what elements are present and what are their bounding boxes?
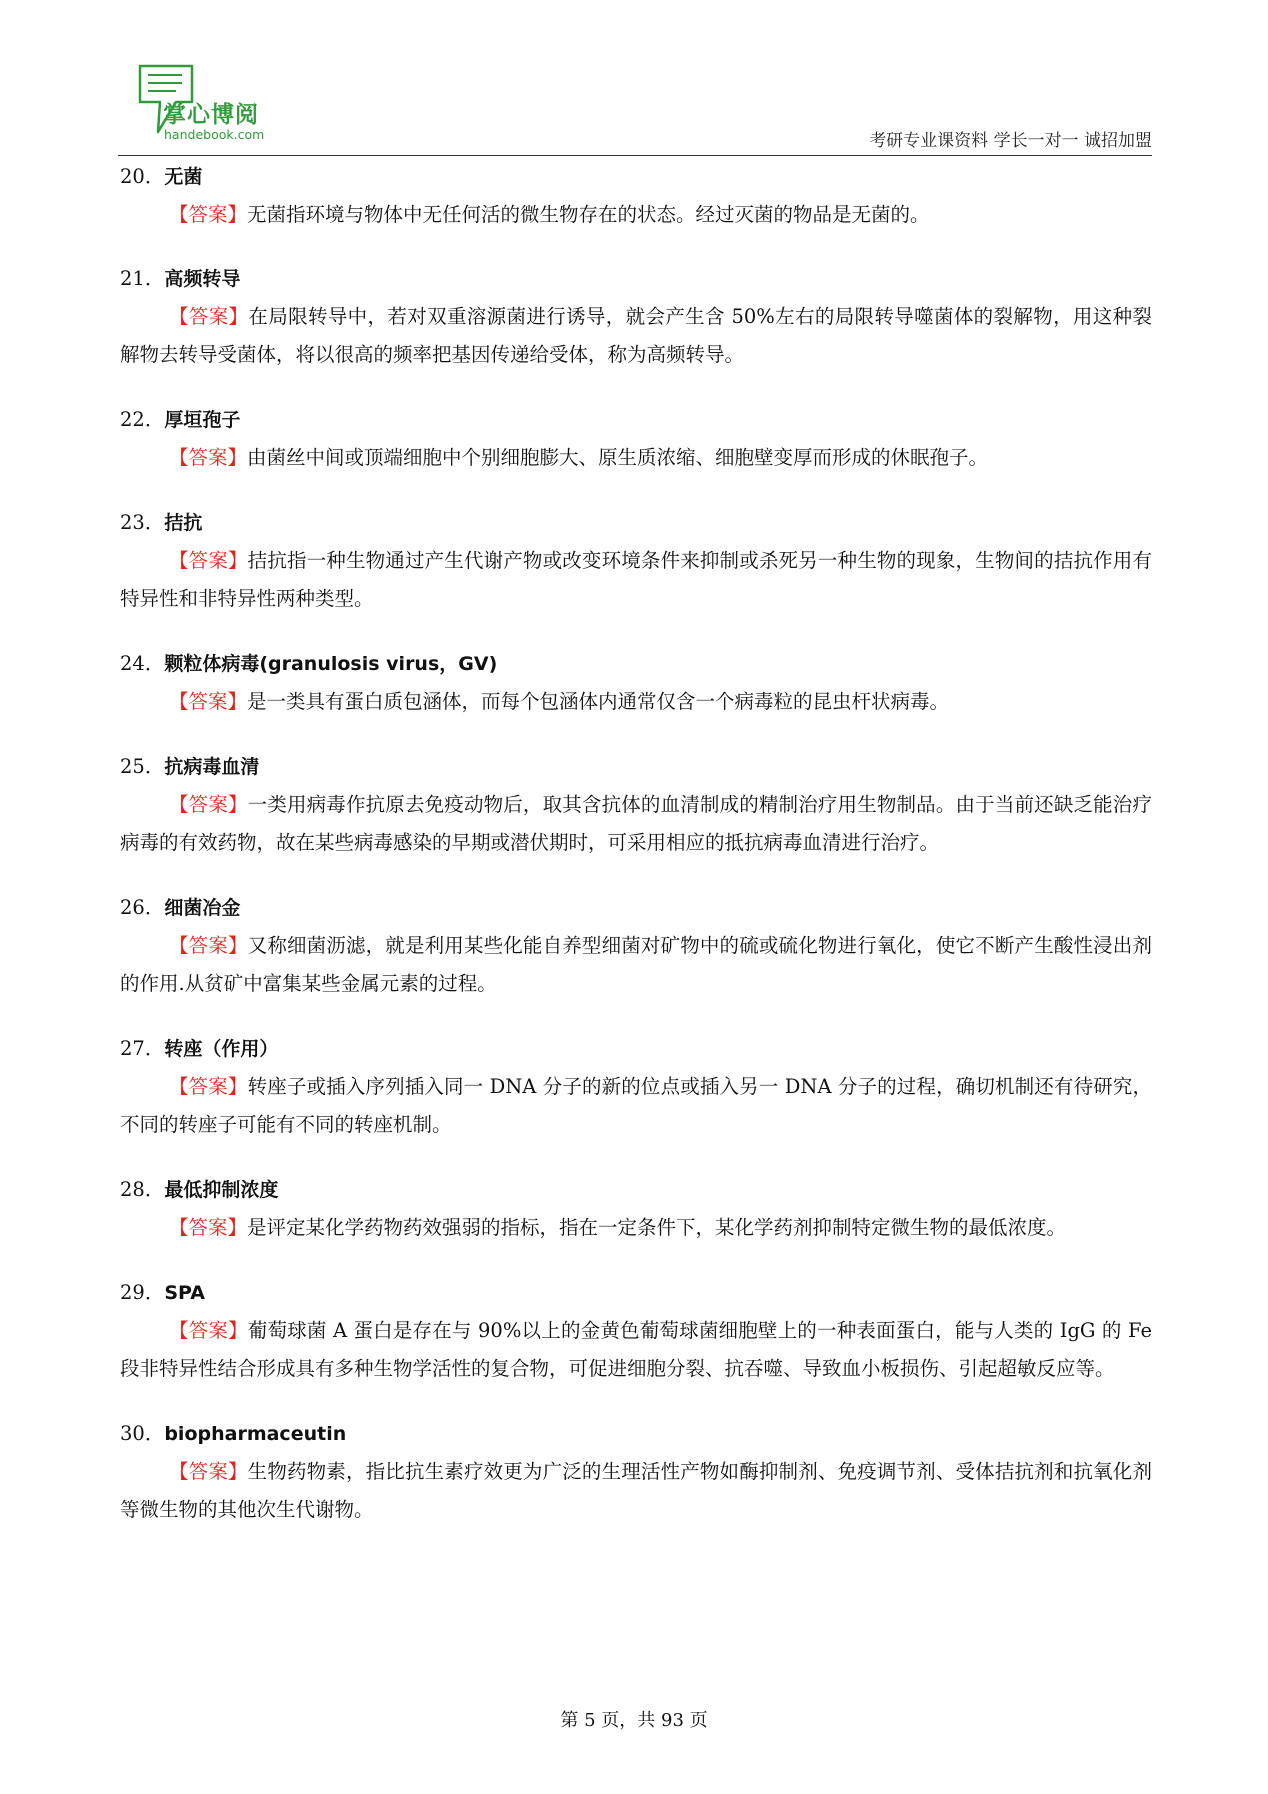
term-heading: 24．颗粒体病毒(granulosis virus，GV) — [120, 652, 498, 675]
term-heading: 20．无菌 — [120, 165, 203, 188]
glossary-entry — [120, 1030, 1152, 1144]
answer-tag: 【答案】 — [169, 1075, 248, 1098]
glossary-entry — [120, 1171, 1152, 1247]
term-heading: 29．SPA — [120, 1281, 205, 1304]
answer-tag: 【答案】 — [169, 549, 248, 572]
answer-text: 【答案】拮抗指一种生物通过产生代谢产物或改变环境条件来抑制或杀死另一种生物的现象，生物间的拮抗作用有特异性和非特异性两种类型。 — [120, 549, 1152, 610]
answer-tag: 【答案】 — [169, 793, 248, 816]
term-heading: 21．高频转导 — [120, 267, 241, 290]
answer-tag: 【答案】 — [169, 1216, 248, 1239]
answer-tag: 【答案】 — [169, 690, 248, 713]
header-slogan: 考研专业课资料 学长一对一 诚招加盟 — [869, 131, 1152, 151]
answer-text: 【答案】一类用病毒作抗原去免疫动物后，取其含抗体的血清制成的精制治疗用生物制品。由于当前还缺乏能治疗病毒的有效药物，故在某些病毒感染的早期或潜伏期时，可采用相应的抵抗病毒血清进行治疗。 — [120, 793, 1152, 854]
glossary-entry — [120, 504, 1152, 618]
answer-tag: 【答案】 — [169, 446, 248, 469]
term-heading: 26．细菌冶金 — [120, 896, 241, 919]
answer-text: 【答案】无菌指环境与物体中无任何活的微生物存在的状态。经过灭菌的物品是无菌的。 — [169, 203, 930, 226]
glossary-entry — [120, 1274, 1152, 1388]
answer-text: 【答案】生物药物素，指比抗生素疗效更为广泛的生理活性产物如酶抑制剂、免疫调节剂、受体拮抗剂和抗氧化剂等微生物的其他次生代谢物。 — [120, 1460, 1152, 1521]
term-heading: 23．拮抗 — [120, 511, 203, 534]
glossary-entry — [120, 748, 1152, 862]
answer-text: 【答案】是评定某化学药物药效强弱的指标，指在一定条件下，某化学药剂抑制特定微生物的最低浓度。 — [169, 1216, 1067, 1239]
term-heading: 22．厚垣孢子 — [120, 408, 241, 431]
page-header — [118, 56, 1152, 156]
answer-text: 【答案】转座子或插入序列插入同一 DNA 分子的新的位点或插入另一 DNA 分子的过程，确切机制还有待研究，不同的转座子可能有不同的转座机制。 — [120, 1075, 1152, 1136]
glossary-entry — [120, 401, 1152, 477]
answer-text: 【答案】在局限转导中，若对双重溶源菌进行诱导，就会产生含 50%左右的局限转导噬菌体的裂解物，用这种裂解物去转导受菌体，将以很高的频率把基因传递给受体，称为高频转导。 — [120, 305, 1152, 366]
answer-tag: 【答案】 — [169, 934, 248, 957]
answer-tag: 【答案】 — [169, 1319, 248, 1342]
term-heading: 30．biopharmaceutin — [120, 1422, 347, 1445]
glossary-content — [120, 158, 1152, 1529]
glossary-entry — [120, 645, 1152, 721]
term-heading: 25．抗病毒血清 — [120, 755, 260, 778]
glossary-entry — [120, 260, 1152, 374]
answer-text: 【答案】由菌丝中间或顶端细胞中个别细胞膨大、原生质浓缩、细胞壁变厚而形成的休眠孢子。 — [169, 446, 989, 469]
glossary-entry — [120, 158, 1152, 234]
glossary-entry — [120, 889, 1152, 1003]
answer-text: 【答案】是一类具有蛋白质包涵体，而每个包涵体内通常仅含一个病毒粒的昆虫杆状病毒。 — [169, 690, 950, 713]
logo-text: 掌心博阅 — [163, 102, 259, 128]
answer-text: 【答案】又称细菌沥滤，就是利用某些化能自养型细菌对矿物中的硫或硫化物进行氧化，使它不断产生酸性浸出剂的作用.从贫矿中富集某些金属元素的过程。 — [120, 934, 1152, 995]
answer-tag: 【答案】 — [169, 203, 248, 226]
logo-url: handebook.com — [164, 127, 265, 142]
answer-text: 【答案】葡萄球菌 A 蛋白是存在与 90%以上的金黄色葡萄球菌细胞壁上的一种表面蛋白，能与人类的 IgG 的 Fe 段非特异性结合形成具有多种生物学活性的复合物，可促进细胞分裂、抗吞噬、导致血小板损伤、引起超敏反应等。 — [120, 1319, 1152, 1380]
term-heading: 27．转座（作用） — [120, 1037, 279, 1060]
page-number: 第 5 页，共 93 页 — [560, 1710, 708, 1731]
answer-tag: 【答案】 — [169, 305, 249, 328]
answer-tag: 【答案】 — [169, 1460, 248, 1483]
glossary-entry — [120, 1415, 1152, 1529]
header-divider — [118, 155, 1152, 156]
term-heading: 28．最低抑制浓度 — [120, 1178, 279, 1201]
